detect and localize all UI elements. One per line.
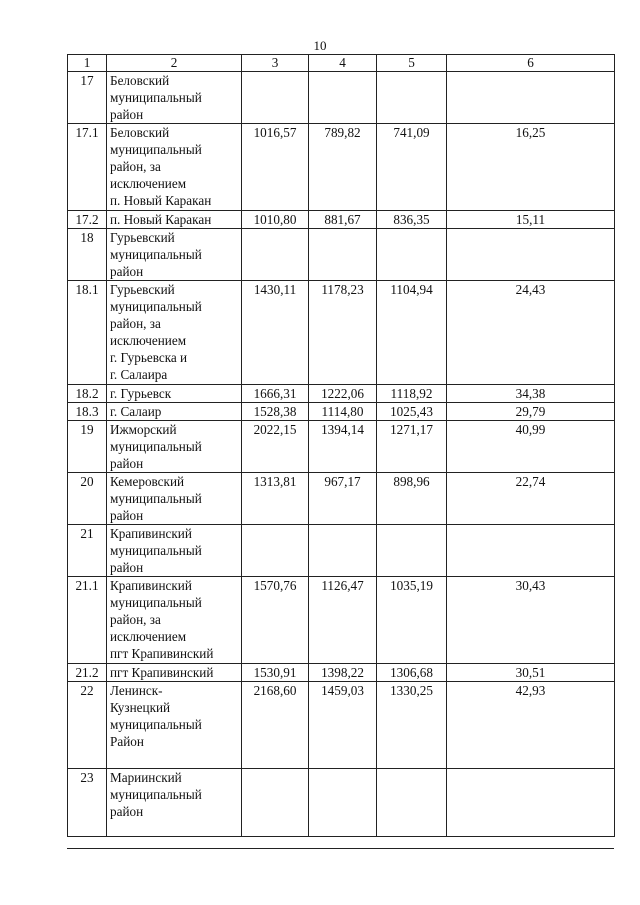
row-name: Гурьевский муниципальный район <box>107 229 242 281</box>
value-col-5: 1035,19 <box>377 577 447 664</box>
value-col-4: 967,17 <box>309 473 377 525</box>
value-col-4: 1178,23 <box>309 281 377 385</box>
value-col-5: 741,09 <box>377 124 447 211</box>
row-number: 18.3 <box>68 403 107 421</box>
header-cell-2: 2 <box>107 55 242 72</box>
value-col-3: 1016,57 <box>242 124 309 211</box>
row-name: п. Новый Каракан <box>107 211 242 229</box>
row-name: Крапивинский муниципальный район <box>107 525 242 577</box>
value-col-4: 1114,80 <box>309 403 377 421</box>
value-col-6: 30,43 <box>447 577 615 664</box>
row-name: Крапивинский муниципальный район, за исключением пгт Крапивинский <box>107 577 242 664</box>
row-number: 17.1 <box>68 124 107 211</box>
row-name: Ижморский муниципальный район <box>107 421 242 473</box>
value-col-3: 1570,76 <box>242 577 309 664</box>
table-row <box>68 421 615 473</box>
value-col-3: 1530,91 <box>242 664 309 682</box>
row-number: 21.2 <box>68 664 107 682</box>
value-col-3: 1528,38 <box>242 403 309 421</box>
value-col-6: 15,11 <box>447 211 615 229</box>
header-cell-3: 3 <box>242 55 309 72</box>
value-col-4: 1398,22 <box>309 664 377 682</box>
value-col-6: 40,99 <box>447 421 615 473</box>
row-number: 23 <box>68 769 107 837</box>
value-col-5 <box>377 72 447 124</box>
value-col-3: 2168,60 <box>242 682 309 769</box>
value-col-4: 1459,03 <box>309 682 377 769</box>
value-col-5: 1271,17 <box>377 421 447 473</box>
value-col-4 <box>309 769 377 837</box>
value-col-5 <box>377 229 447 281</box>
value-col-5: 836,35 <box>377 211 447 229</box>
row-name: Гурьевский муниципальный район, за исключением г. Гурьевска и г. Салаира <box>107 281 242 385</box>
value-col-4 <box>309 229 377 281</box>
table-row <box>68 473 615 525</box>
value-col-5: 1104,94 <box>377 281 447 385</box>
value-col-3: 1010,80 <box>242 211 309 229</box>
row-name: Кемеровский муниципальный район <box>107 473 242 525</box>
header-cell-5: 5 <box>377 55 447 72</box>
table-row <box>68 664 615 682</box>
value-col-3: 1430,11 <box>242 281 309 385</box>
row-number: 20 <box>68 473 107 525</box>
value-col-3 <box>242 229 309 281</box>
table-row <box>68 403 615 421</box>
value-col-6: 42,93 <box>447 682 615 769</box>
table-row <box>68 385 615 403</box>
row-number: 18.2 <box>68 385 107 403</box>
value-col-3: 1666,31 <box>242 385 309 403</box>
table-row <box>68 525 615 577</box>
data-table <box>67 54 615 837</box>
row-name: г. Гурьевск <box>107 385 242 403</box>
value-col-4 <box>309 72 377 124</box>
header-cell-4: 4 <box>309 55 377 72</box>
header-cell-1: 1 <box>68 55 107 72</box>
value-col-3: 2022,15 <box>242 421 309 473</box>
value-col-6: 29,79 <box>447 403 615 421</box>
row-number: 18 <box>68 229 107 281</box>
value-col-6: 34,38 <box>447 385 615 403</box>
value-col-4: 1222,06 <box>309 385 377 403</box>
value-col-5: 1330,25 <box>377 682 447 769</box>
value-col-6: 16,25 <box>447 124 615 211</box>
table-bottom-border <box>67 848 614 849</box>
row-number: 18.1 <box>68 281 107 385</box>
table-row <box>68 682 615 769</box>
value-col-5: 1118,92 <box>377 385 447 403</box>
value-col-6 <box>447 72 615 124</box>
table-row <box>68 769 615 837</box>
row-number: 22 <box>68 682 107 769</box>
row-name: Ленинск- Кузнецкий муниципальный Район <box>107 682 242 769</box>
header-cell-6: 6 <box>447 55 615 72</box>
row-name: г. Салаир <box>107 403 242 421</box>
value-col-6 <box>447 525 615 577</box>
row-number: 17.2 <box>68 211 107 229</box>
value-col-4: 1126,47 <box>309 577 377 664</box>
value-col-4: 881,67 <box>309 211 377 229</box>
page-number: 10 <box>313 38 327 53</box>
row-name: пгт Крапивинский <box>107 664 242 682</box>
value-col-6: 24,43 <box>447 281 615 385</box>
value-col-4: 789,82 <box>309 124 377 211</box>
table-row <box>68 124 615 211</box>
table-body <box>68 72 615 837</box>
table-row <box>68 211 615 229</box>
row-number: 17 <box>68 72 107 124</box>
value-col-5: 1025,43 <box>377 403 447 421</box>
row-number: 19 <box>68 421 107 473</box>
row-name: Беловский муниципальный район <box>107 72 242 124</box>
value-col-5: 1306,68 <box>377 664 447 682</box>
value-col-3: 1313,81 <box>242 473 309 525</box>
table-row <box>68 281 615 385</box>
value-col-3 <box>242 769 309 837</box>
table-row <box>68 72 615 124</box>
row-number: 21.1 <box>68 577 107 664</box>
value-col-5: 898,96 <box>377 473 447 525</box>
table-row <box>68 577 615 664</box>
value-col-6: 30,51 <box>447 664 615 682</box>
value-col-3 <box>242 525 309 577</box>
row-name: Мариинский муниципальный район <box>107 769 242 837</box>
header-row <box>68 55 615 72</box>
row-number: 21 <box>68 525 107 577</box>
value-col-6 <box>447 229 615 281</box>
value-col-4: 1394,14 <box>309 421 377 473</box>
value-col-5 <box>377 769 447 837</box>
value-col-5 <box>377 525 447 577</box>
value-col-4 <box>309 525 377 577</box>
value-col-6: 22,74 <box>447 473 615 525</box>
value-col-3 <box>242 72 309 124</box>
value-col-6 <box>447 769 615 837</box>
row-name: Беловский муниципальный район, за исключением п. Новый Каракан <box>107 124 242 211</box>
table-row <box>68 229 615 281</box>
